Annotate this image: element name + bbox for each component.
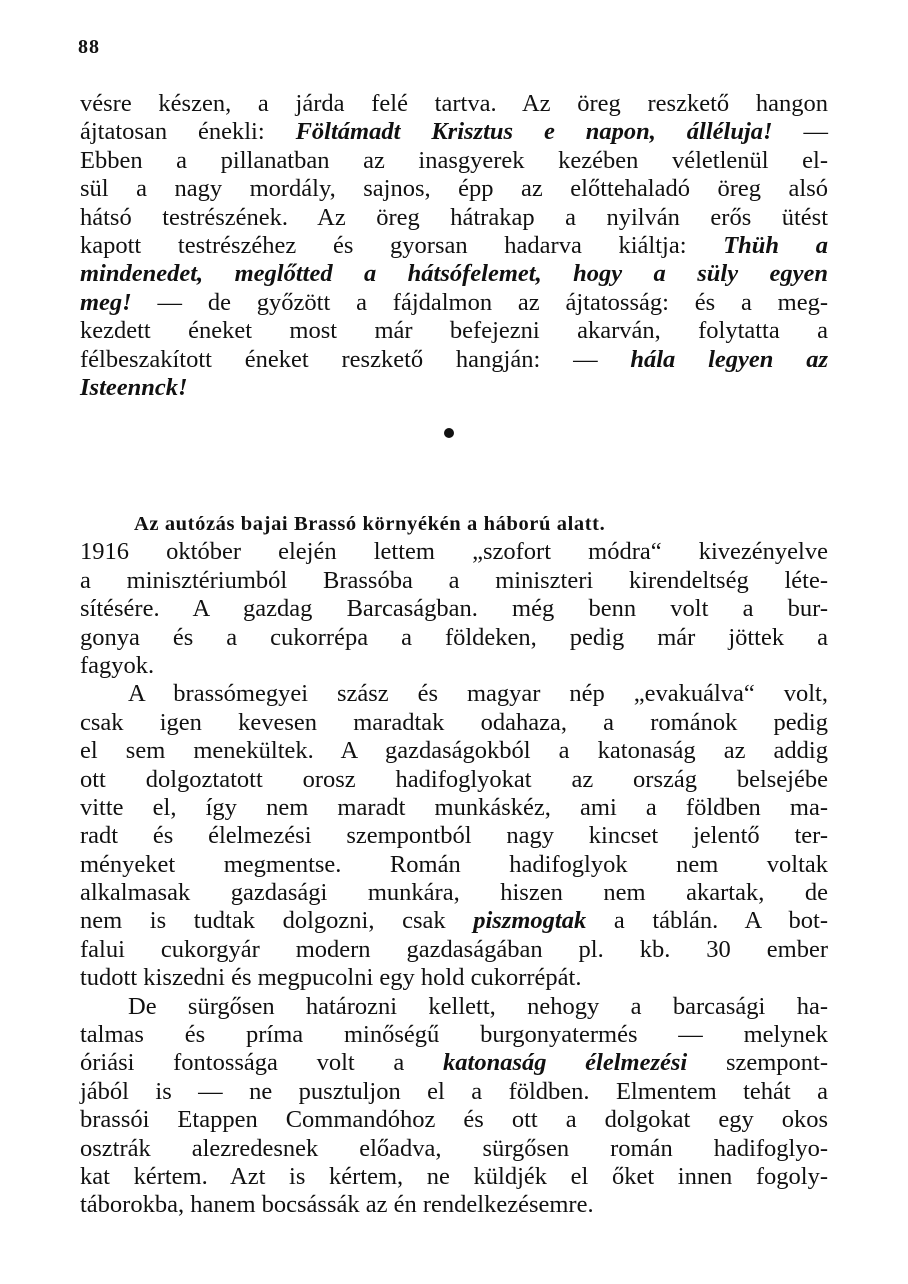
- text-line: [80, 936, 828, 964]
- section-heading: Az autózás bajai Brassó környékén a háború alatt.: [134, 513, 606, 535]
- text-run: vésre készen, a járda felé tartva. Az öreg reszkető hangon: [80, 90, 828, 117]
- text-line: [80, 993, 828, 1021]
- text-run: 1916 október elején lettem „szofort módra“ kivezényelve: [80, 538, 828, 566]
- text-run: brassói Etappen Commandóhoz és ott a dolgokat egy okos: [80, 1106, 828, 1134]
- text-run: — de győzött a fájdalmon az ájtatosság: és a meg-: [131, 288, 828, 316]
- text-line: [80, 1049, 828, 1077]
- text-run: a táblán. A bot-: [586, 907, 828, 935]
- italic-text-run: piszmogtak: [473, 907, 587, 935]
- text-line: [80, 879, 828, 907]
- text-run: tudott kiszedni és megpucolni egy hold cukorrépát.: [80, 964, 582, 992]
- text-run: jából is — ne pusztuljon el a földben. Elmentem tehát a: [80, 1077, 828, 1105]
- text-line: [80, 175, 828, 203]
- text-run: a minisztériumból Brassóba a miniszteri kirendeltség léte-: [80, 566, 828, 594]
- text-line: [80, 538, 828, 566]
- text-line: [80, 1021, 828, 1049]
- text-run: alkalmasak gazdasági munkára, hiszen nem akartak, de: [80, 879, 828, 907]
- text-line: [80, 595, 828, 623]
- text-line: [80, 90, 828, 118]
- text-line: [80, 766, 828, 794]
- italic-text-run: Thüh a: [723, 231, 828, 259]
- text-run: el sem menekültek. A gazdaságokból a katonaság az addig: [80, 737, 828, 765]
- text-line: [80, 204, 828, 232]
- text-line: [80, 317, 828, 345]
- text-line: [80, 624, 828, 652]
- text-run: —: [772, 118, 828, 146]
- text-line: [80, 709, 828, 737]
- italic-text-run: hála legyen az: [630, 345, 828, 373]
- text-run: sítésére. A gazdag Barcaságban. még benn volt a bur-: [80, 595, 828, 623]
- text-line: [80, 1163, 828, 1191]
- text-line: [80, 118, 828, 146]
- paragraph-brasso-assignment: [80, 538, 828, 680]
- text-run: vitte el, így nem maradt munkáskéz, ami a földben ma-: [80, 793, 828, 821]
- text-run: ájtatosan énekli:: [80, 118, 296, 146]
- text-line: [80, 1135, 828, 1163]
- section-body: [80, 510, 828, 1220]
- text-line: [80, 1191, 828, 1219]
- text-run: ményeket megmentse. Román hadifoglyok nem voltak: [80, 850, 828, 878]
- text-run: kapott testrészéhez és gyorsan hadarva kiáltja:: [80, 231, 724, 259]
- page-number: 88: [78, 36, 100, 58]
- text-line: [80, 652, 828, 680]
- italic-text-run: mindenedet, meglőtted a hátsófelemet, hogy a süly egyen: [80, 260, 828, 288]
- italic-text-run: Föltámadt Krisztus e napon, álléluja!: [295, 118, 773, 146]
- text-run: radt és élelmezési szempontból nagy kincset jelentő ter-: [80, 822, 828, 850]
- text-run: fagyok.: [80, 651, 155, 679]
- text-line: [80, 851, 828, 879]
- text-run: falui cukorgyár modern gazdaságában pl. kb. 30 ember: [80, 935, 828, 963]
- text-line: [80, 680, 828, 708]
- text-run: kezdett éneket most már befejezni akarván, folytatta a: [80, 317, 828, 345]
- text-run: hátsó testrészének. Az öreg hátrakap a nyilván erős ütést: [80, 203, 828, 231]
- text-run: félbeszakított éneket reszkető hangján: —: [80, 345, 631, 373]
- text-run: csak igen kevesen maradtak odahaza, a románok pedig: [80, 708, 828, 736]
- text-line: [80, 346, 828, 374]
- text-run: kat kértem. Azt is kértem, ne küldjék el őket innen fogoly-: [80, 1162, 828, 1190]
- text-line: [80, 964, 828, 992]
- text-line: [80, 567, 828, 595]
- text-line: [80, 374, 828, 402]
- text-line: [80, 232, 828, 260]
- text-line: [80, 822, 828, 850]
- text-run: nem is tudtak dolgozni, csak: [80, 907, 474, 935]
- italic-text-run: Isteennck!: [80, 373, 188, 401]
- text-run: talmas és príma minőségű burgonyatermés — melynek: [80, 1021, 828, 1049]
- text-run: osztrák alezredesnek előadva, sürgősen román hadifoglyo-: [80, 1134, 828, 1162]
- paragraph-potato-harvest: [80, 993, 828, 1220]
- text-run: De sürgősen határozni kellett, nehogy a barcasági ha-: [128, 992, 828, 1020]
- text-run: Ebben a pillanatban az inasgyerek kezében véletlenül el-: [80, 146, 828, 174]
- text-line: [80, 907, 828, 935]
- text-line: [80, 147, 828, 175]
- text-line: [80, 794, 828, 822]
- text-run: sül a nagy mordály, sajnos, épp az előttehaladó öreg alsó: [80, 175, 828, 203]
- text-line: [80, 1078, 828, 1106]
- text-run: táborokba, hanem bocsássák az én rendelkezésemre.: [80, 1191, 594, 1219]
- paragraph-easter-anecdote: [80, 90, 828, 402]
- text-line: [80, 1106, 828, 1134]
- text-run: gonya és a cukorrépa a földeken, pedig már jöttek a: [80, 623, 828, 651]
- text-run: óriási fontossága volt a: [80, 1049, 444, 1077]
- text-line: [80, 737, 828, 765]
- text-run: A brassómegyei szász és magyar nép „evakuálva“ volt,: [128, 680, 828, 708]
- section-divider-dot: [444, 428, 454, 438]
- italic-text-run: meg!: [80, 288, 132, 316]
- text-line: [80, 289, 828, 317]
- text-run: ott dolgoztatott orosz hadifoglyokat az ország belsejébe: [80, 765, 828, 793]
- paragraph-evacuation: [80, 680, 828, 992]
- text-line: [80, 260, 828, 288]
- italic-text-run: katonaság élelmezési: [443, 1049, 688, 1077]
- text-run: szempont-: [687, 1049, 828, 1077]
